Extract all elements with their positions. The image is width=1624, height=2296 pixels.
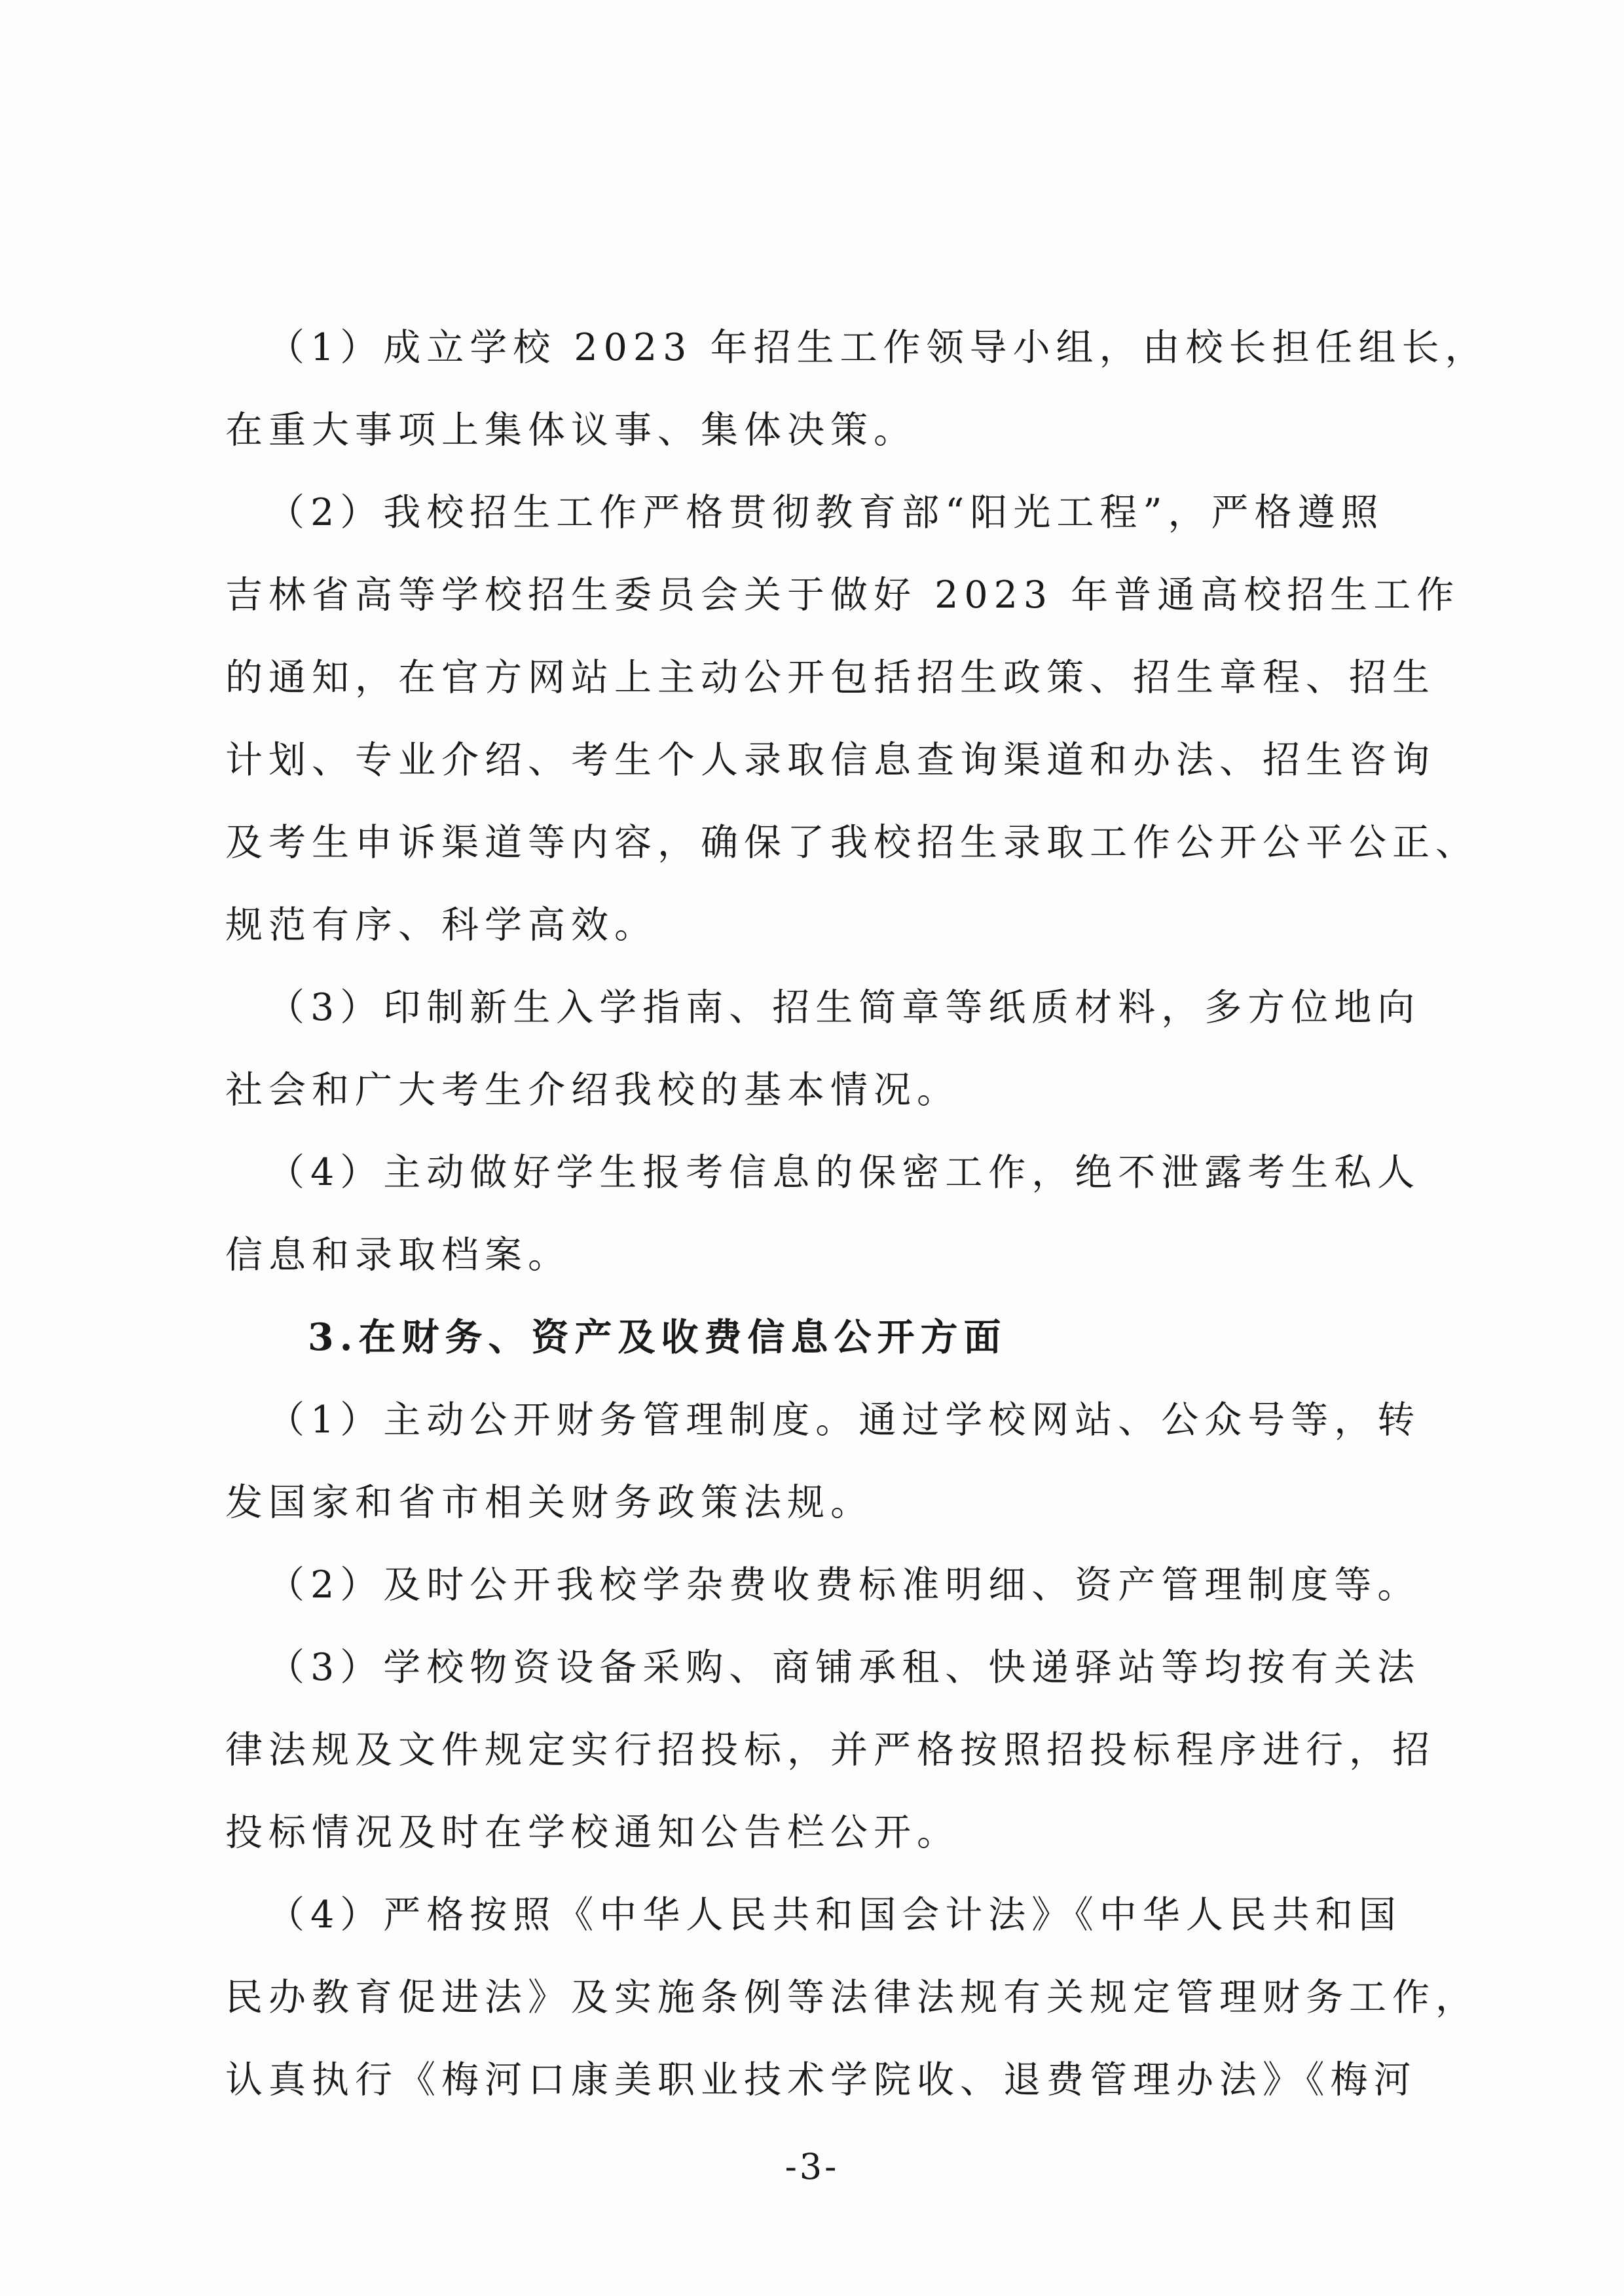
text-line: （1）主动公开财务管理制度。通过学校网站、公众号等，转 (267, 1398, 1421, 1442)
text-line: 的通知，在官方网站上主动公开包括招生政策、招生章程、招生 (225, 656, 1435, 699)
page-number: -3- (784, 2146, 840, 2187)
text-line: （1）成立学校 2023 年招生工作领导小组，由校长担任组长， (267, 326, 1488, 369)
text-line: （2）及时公开我校学杂费收费标准明细、资产管理制度等。 (267, 1563, 1421, 1607)
section-heading: 3.在财务、资产及收费信息公开方面 (308, 1315, 1007, 1359)
text-line: （3）学校物资设备采购、商铺承租、快递驿站等均按有关法 (267, 1646, 1421, 1689)
document-body (225, 306, 1488, 2121)
text-line: 发国家和省市相关财务政策法规。 (225, 1481, 874, 1524)
text-line: 在重大事项上集体议事、集体决策。 (225, 409, 917, 452)
text-line: （4）严格按照《中华人民共和国会计法》《中华人民共和国 (267, 1893, 1402, 1937)
text-line: （4）主动做好学生报考信息的保密工作，绝不泄露考生私人 (267, 1151, 1421, 1194)
text-line: 吉林省高等学校招生委员会关于做好 2023 年普通高校招生工作 (225, 574, 1460, 617)
text-line: （3）印制新生入学指南、招生简章等纸质材料，多方位地向 (267, 986, 1421, 1029)
text-line: （2）我校招生工作严格贯彻教育部“阳光工程”，严格遵照 (267, 491, 1384, 534)
text-line: 计划、专业介绍、考生个人录取信息查询渠道和办法、招生咨询 (225, 738, 1435, 782)
text-line: 民办教育促进法》及实施条例等法律法规有关规定管理财务工作， (225, 1976, 1479, 2019)
text-line: 及考生申诉渠道等内容，确保了我校招生录取工作公开公平公正、 (225, 821, 1479, 864)
text-line: 规范有序、科学高效。 (225, 903, 657, 947)
text-line: 认真执行《梅河口康美职业技术学院收、退费管理办法》《梅河 (225, 2058, 1417, 2102)
text-line: 信息和录取档案。 (225, 1233, 571, 1277)
text-line: 社会和广大考生介绍我校的基本情况。 (225, 1068, 960, 1112)
text-line: 律法规及文件规定实行招投标，并严格按照招投标程序进行，招 (225, 1728, 1435, 1772)
text-line: 投标情况及时在学校通知公告栏公开。 (225, 1811, 960, 1854)
